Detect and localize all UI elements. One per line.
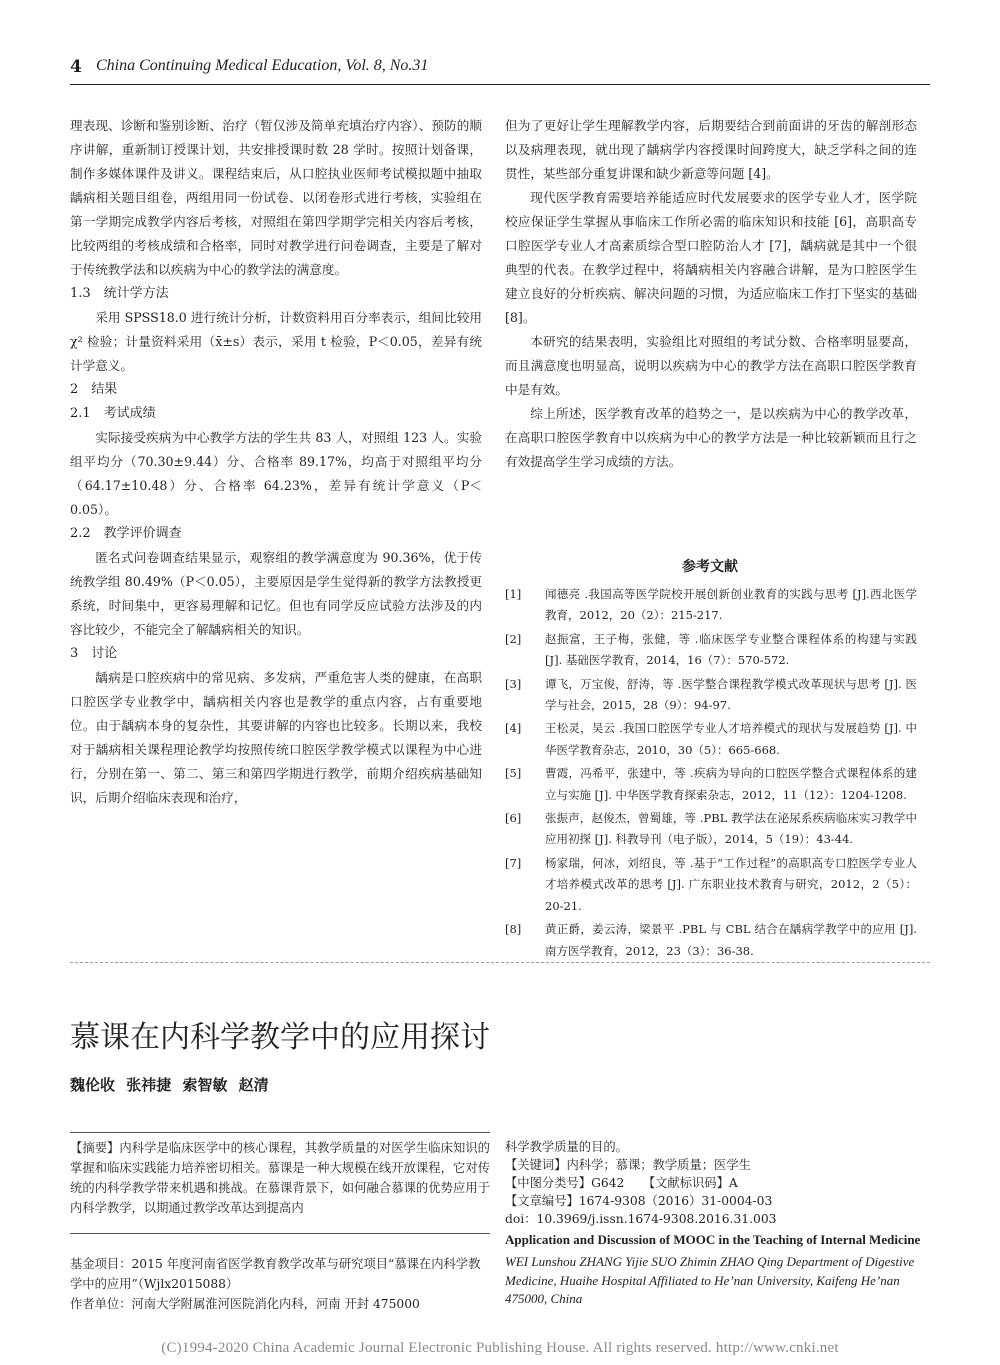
author-affiliation: 作者单位：河南大学附属淮河医院消化内科，河南 开封 475000 xyxy=(70,1297,420,1311)
section-heading: 2.1 考试成绩 xyxy=(70,406,156,421)
reference-number: [5] xyxy=(505,766,522,781)
reference-text: 谭飞，万宝俊，舒涛，等 .医学整合课程教学模式改革现状与思考 [J]. 医学与社会，2015，28（9）：94-97. xyxy=(545,676,917,713)
left-column xyxy=(70,114,482,810)
abstract-top-rule xyxy=(70,1132,490,1133)
reference-text: 张振声，赵俊杰，曾蜀雄，等 .PBL 教学法在泌尿系疾病临床实习教学中应用初探 [J]. 科教导刊（电子版），2014，5（19）：43-44. xyxy=(545,811,917,847)
reference-number: [8] xyxy=(505,922,522,937)
reference-item xyxy=(505,674,917,717)
reference-number: [4] xyxy=(505,721,522,736)
reference-item xyxy=(505,808,917,851)
section-heading: 3 讨论 xyxy=(70,646,118,661)
abstract-bottom-rule xyxy=(70,1233,490,1234)
reference-number: [1] xyxy=(505,587,522,601)
keywords: 【关键词】内科学；慕课；教学质量；医学生 xyxy=(505,1158,751,1172)
references-list xyxy=(505,584,917,964)
abstract-continued: 科学教学质量的目的。 xyxy=(505,1140,628,1154)
paragraph: 匿名式问卷调查结果显示，观察组的教学满意度为 90.36%，优于传统教学组 80.49%（P＜0.05），主要原因是学生觉得新的教学方法教授更系统，时间集中，更容易理解和记忆。但也有同学反应试验方法涉及的内容比较少，不能完全了解龋病相关的知识。 xyxy=(70,550,482,637)
reference-number: [3] xyxy=(505,676,522,691)
reference-text: 赵振富，王子梅，张健，等 .临床医学专业整合课程体系的构建与实践 [J]. 基础医学教育，2014，16（7）：570-572. xyxy=(545,631,917,668)
abstract-label: 【摘要】 xyxy=(70,1141,120,1155)
reference-text: 王松灵，吴云 .我国口腔医学专业人才培养模式的现状与发展趋势 [J]. 中华医学教育杂志，2010，30（5）：665-668. xyxy=(545,721,917,757)
article-separator xyxy=(70,962,930,963)
reference-number: [6] xyxy=(505,811,522,826)
paragraph: 理表现、诊断和鉴别诊断、治疗（暂仅涉及简单充填治疗内容）、预防的顺序讲解，重新制订授课计划，共安排授课时数 28 学时。按照计划备课，制作多媒体课件及讲义。课程结束后，从口腔执业医师考试模拟题中抽取龋病相关题目组卷，两组用同一份试卷、以闭卷形式进行考核，实验组在第一学期完成教学内容后考核，对照组在第四学期学完相关内容后考核，比较两组的考核成绩和合格率，同时对教学进行问卷调查，主要是了解对于传统教学法和以疾病为中心的教学法的满意度。 xyxy=(70,118,482,277)
reference-number: [7] xyxy=(505,855,522,870)
header-rule xyxy=(70,84,930,85)
reference-item xyxy=(505,584,917,627)
section-heading: 1.3 统计学方法 xyxy=(70,286,169,301)
abstract-text: 内科学是临床医学中的核心课程，其教学质量的对医学生临床知识的掌握和临床实践能力培养密切相关。慕课是一种大规模在线开放课程，它对传统的内科学教学带来机遇和挑战。在慕课背景下，如何融合慕课的优势应用于内科学教学，以期通过教学改革达到提高内 xyxy=(70,1141,490,1215)
reference-item xyxy=(505,629,917,672)
paragraph: 综上所述，医学教育改革的趋势之一，是以疾病为中心的教学改革，在高职口腔医学教育中以疾病为中心的教学方法是一种比较新颖而且行之有效提高学生学习成绩的方法。 xyxy=(505,406,917,469)
fund-info xyxy=(70,1254,490,1314)
right-column xyxy=(505,114,917,474)
page-number: 4 xyxy=(70,57,82,77)
journal-title: China Continuing Medical Education, Vol. 8, No.31 xyxy=(96,57,429,74)
reference-item xyxy=(505,853,917,917)
doi: doi：10.3969/j.issn.1674-9308.2016.31.003 xyxy=(505,1212,777,1226)
reference-text: 黄正爵，姜云涛，梁景平 .PBL 与 CBL 结合在龋病学教学中的应用 [J]. 南方医学教育，2012，23（3）：36-38. xyxy=(545,922,917,958)
references-title: 参考文献 xyxy=(682,559,738,575)
paragraph: 采用 SPSS18.0 进行统计分析，计数资料用百分率表示，组间比较用 χ² 检验；计量资料采用（x̄±s）表示，采用 t 检验，P＜0.05，差异有统计学意义。 xyxy=(70,310,482,373)
paragraph: 但为了更好让学生理解教学内容，后期要结合到前面讲的牙齿的解剖形态以及病理表现，就出现了龋病学内容授课时间跨度大，缺乏学科之间的连贯性，某些部分重复讲课和缺少新意等问题 [4]。 xyxy=(505,118,917,181)
article-meta xyxy=(505,1138,925,1309)
reference-number: [2] xyxy=(505,631,522,646)
copyright-footer: (C)1994-2020 China Academic Journal Electronic Publishing House. All rights reserved. http://www.cnki.net xyxy=(161,1340,839,1356)
article-number: 【文章编号】1674-9308（2016）31-0004-03 xyxy=(505,1194,773,1208)
reference-item xyxy=(505,763,917,806)
paragraph: 本研究的结果表明，实验组比对照组的考试分数、合格率明显要高，而且满意度也明显高，说明以疾病为中心的教学方法在高职口腔医学教育中是有效。 xyxy=(505,334,917,397)
english-title: Application and Discussion of MOOC in the Teaching of Internal Medicine xyxy=(505,1232,921,1247)
paragraph: 龋病是口腔疾病中的常见病、多发病，严重危害人类的健康，在高职口腔医学专业教学中，龋病相关内容也是教学的重点内容，占有重要地位。由于龋病本身的复杂性，其要讲解的内容也比较多。长期以来，我校对于龋病相关课程理论教学均按照传统口腔医学教学模式以课程为中心进行，分别在第一、第二、第三和第四学期进行教学，前期介绍疾病基础知识，后期介绍临床表现和治疗， xyxy=(70,670,482,805)
reference-text: 杨家瑞，何冰，刘绍良，等 .基于“工作过程”的高职高专口腔医学专业人才培养模式改革的思考 [J]. 广东职业技术教育与研究，2012，2（5）：20-21. xyxy=(545,855,917,913)
section-heading: 2 结果 xyxy=(70,382,118,397)
english-authors: WEI Lunshou ZHANG Yijie SUO Zhimin ZHAO Qing Department of Digestive Medicine, Huaihe Hospital Affiliated to He’nan University, Kaifeng He’nan 475000, China xyxy=(505,1254,915,1306)
paragraph: 现代医学教育需要培养能适应时代发展要求的医学专业人才，医学院校应保证学生掌握从事临床工作所必需的临床知识和技能 [6]，高职高专口腔医学专业人才高素质综合型口腔防治人才 [7]，龋病就是其中一个很典型的代表。在教学过程中，将龋病相关内容融合讲解，是为口腔医学生建立良好的分析疾病、解决问题的习惯，为适应临床工作打下坚实的基础 [8]。 xyxy=(505,190,917,325)
section-heading: 2.2 教学评价调查 xyxy=(70,526,182,541)
reference-text: 曹霞，冯希平，张建中，等 .疾病为导向的口腔医学整合式课程体系的建立与实施 [J]. 中华医学教育探索杂志，2012，11（12）：1204-1208. xyxy=(545,766,917,802)
abstract xyxy=(70,1138,490,1218)
classification: 【中图分类号】G642 【文献标识码】A xyxy=(505,1176,738,1190)
article-title: 慕课在内科学教学中的应用探讨 xyxy=(70,1020,490,1055)
article-authors: 魏伦收 张祎捷 索智敏 赵清 xyxy=(70,1076,269,1094)
reference-item xyxy=(505,919,917,962)
reference-text: 闻德亮 .我国高等医学院校开展创新创业教育的实践与思考 [J].西北医学教育，2012，20（2）：215-217. xyxy=(545,587,917,623)
fund-project: 基金项目：2015 年度河南省医学教育教学改革与研究项目“慕课在内科学教学中的应用”（Wjlx2015088） xyxy=(70,1257,481,1291)
reference-item xyxy=(505,718,917,761)
paragraph: 实际接受疾病为中心教学方法的学生共 83 人，对照组 123 人。实验组平均分（70.30±9.44）分、合格率 89.17%，均高于对照组平均分（64.17±10.48）分、合格率 64.23%，差异有统计学意义（P＜0.05）。 xyxy=(70,430,482,517)
